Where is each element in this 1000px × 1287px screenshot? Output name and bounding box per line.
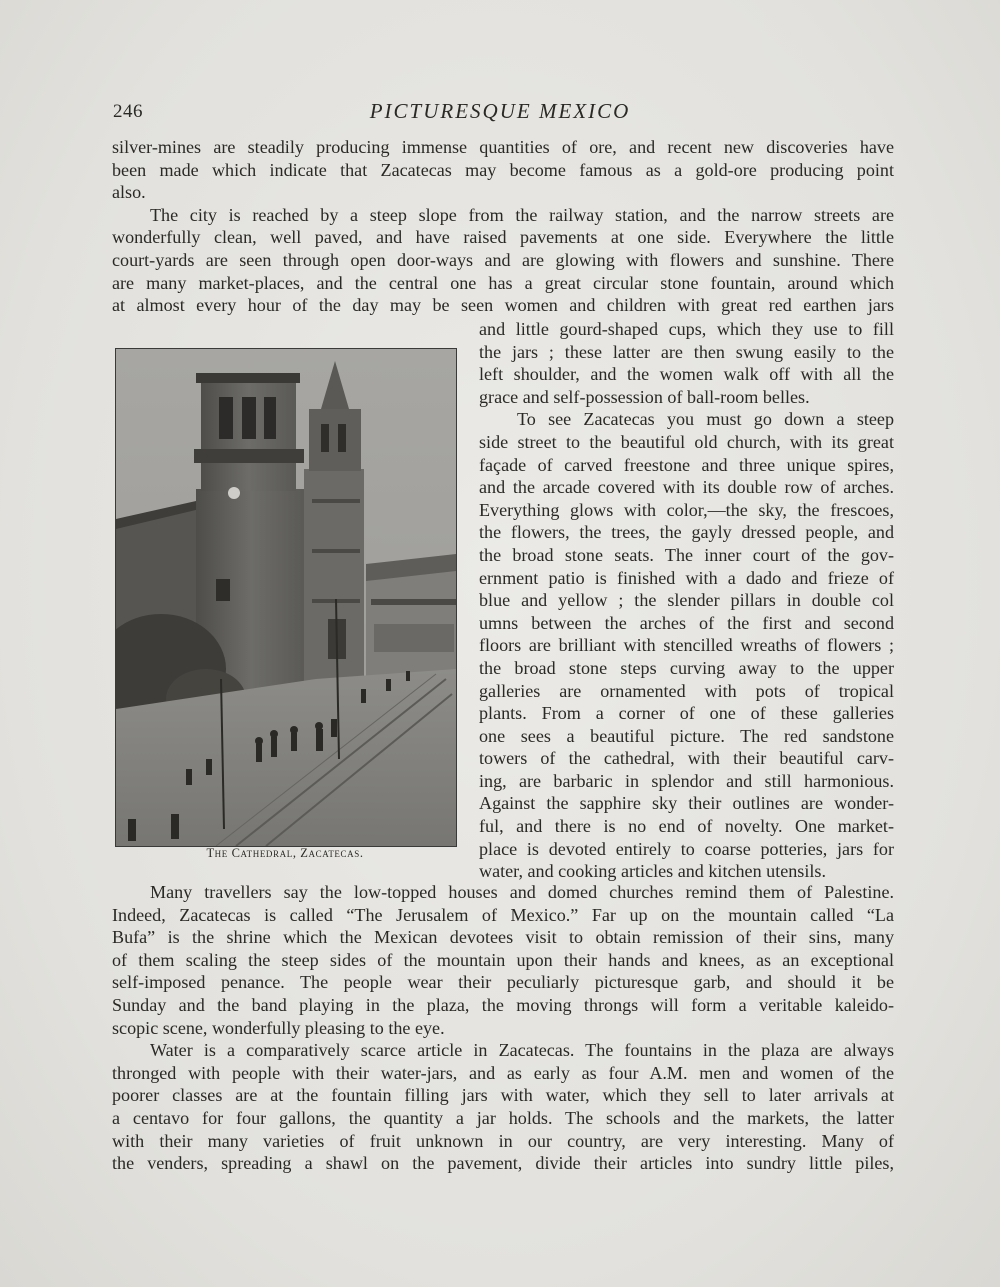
text-line: blue and yellow ; the slender pillars in double col	[479, 590, 894, 611]
text-line: the venders, spreading a shawl on the pavement, divide their articles into sundry little piles,	[112, 1153, 894, 1174]
text-line: floors are brilliant with stencilled wreaths of flowers ;	[479, 635, 894, 656]
running-title: PICTURESQUE MEXICO	[369, 99, 631, 123]
text-line: the broad stone seats. The inner court of the gov-	[479, 544, 894, 565]
text-line: been made which indicate that Zacatecas may become famous as a gold-ore producing point	[112, 159, 894, 180]
text-line: façade of carved freestone and three unique spires,	[479, 454, 894, 475]
text-line: umns between the arches of the first and second	[479, 612, 894, 633]
text-line: ing, are barbaric in splendor and still harmonious.	[479, 770, 894, 791]
text-line: and little gourd-shaped cups, which they use to fill	[479, 319, 894, 339]
text-line: Everything glows with color,—the sky, the frescoes,	[479, 499, 894, 520]
text-line: ful, and there is no end of novelty. One market-	[479, 816, 894, 837]
text-line: of them scaling the steep sides of the mountain upon their hands and knees, as an exceptional	[112, 949, 894, 970]
bottom-text-block	[112, 881, 894, 1175]
text-line: the broad stone steps curving away to the upper	[479, 657, 894, 678]
text-line: water, and cooking articles and kitchen utensils.	[479, 861, 826, 882]
text-line: The city is reached by a steep slope from the railway station, and the narrow streets are	[150, 204, 894, 225]
text-line: grace and self-possession of ball-room belles.	[479, 386, 810, 407]
text-line: court-yards are seen through open door-ways and are glowing with flowers and sunshine. There	[112, 249, 894, 270]
text-line: Sunday and the band playing in the plaza, the moving throngs will form a veritable kaleido-	[112, 994, 894, 1015]
text-line: side street to the beautiful old church, with its great	[479, 431, 894, 452]
text-line: wonderfully clean, well paved, and have raised pavements at one side. Everywhere the little	[112, 227, 894, 248]
text-line: Bufa” is the shrine which the Mexican devotees visit to obtain remission of their sins, many	[112, 927, 894, 948]
text-line: silver-mines are steadily producing immense quantities of ore, and recent new discoveries have	[112, 137, 894, 157]
text-line: Indeed, Zacatecas is called “The Jerusalem of Mexico.” Far up on the mountain called “La	[112, 904, 894, 925]
top-text-block	[112, 136, 894, 317]
text-line: thronged with people with their water-jars, and as early as four A.M. men and women of the	[112, 1062, 894, 1083]
text-line: poorer classes are at the fountain filling jars with water, which they sell to later arrivals at	[112, 1085, 894, 1106]
text-line: also.	[112, 182, 146, 203]
text-line: Water is a comparatively scarce article in Zacatecas. The fountains in the plaza are always	[150, 1040, 894, 1061]
text-line: the flowers, the trees, the gayly dressed people, and	[479, 522, 894, 543]
text-line: one sees a beautiful picture. The red sandstone	[479, 725, 894, 746]
right-text-block	[479, 318, 894, 883]
text-line: scopic scene, wonderfully pleasing to the eye.	[112, 1017, 445, 1038]
figure-caption: The Cathedral, Zacatecas.	[206, 846, 364, 860]
text-line: towers of the cathedral, with their beautiful carv-	[479, 748, 894, 769]
text-line: at almost every hour of the day may be seen women and children with great red earthen jars	[112, 295, 894, 316]
text-line: with their many varieties of fruit unknown in our country, are very interesting. Many of	[112, 1130, 894, 1151]
text-line: Many travellers say the low-topped houses and domed churches remind them of Palestine.	[150, 882, 894, 902]
text-line: and the arcade covered with its double row of arches.	[479, 477, 894, 498]
text-line: To see Zacatecas you must go down a steep	[517, 409, 894, 430]
text-line: are many market-places, and the central one has a great circular stone fountain, around which	[112, 272, 894, 293]
text-line: self-imposed penance. The people wear their peculiarly picturesque garb, and should it be	[112, 972, 894, 993]
cathedral-photograph	[115, 348, 457, 847]
text-line: plants. From a corner of one of these galleries	[479, 703, 894, 724]
text-line: ernment patio is finished with a dado and frieze of	[479, 567, 894, 588]
page-number: 246	[113, 101, 143, 122]
text-line: place is devoted entirely to coarse potteries, jars for	[479, 838, 894, 859]
text-line: the jars ; these latter are then swung easily to the	[479, 341, 894, 362]
text-line: galleries are ornamented with pots of tropical	[479, 680, 894, 701]
text-line: Against the sapphire sky their outlines are wonder-	[479, 793, 894, 814]
cathedral-illustration	[116, 349, 456, 846]
text-line: a centavo for four gallons, the quantity a jar holds. The schools and the markets, the latter	[112, 1107, 894, 1128]
text-line: left shoulder, and the women walk off with all the	[479, 364, 894, 385]
